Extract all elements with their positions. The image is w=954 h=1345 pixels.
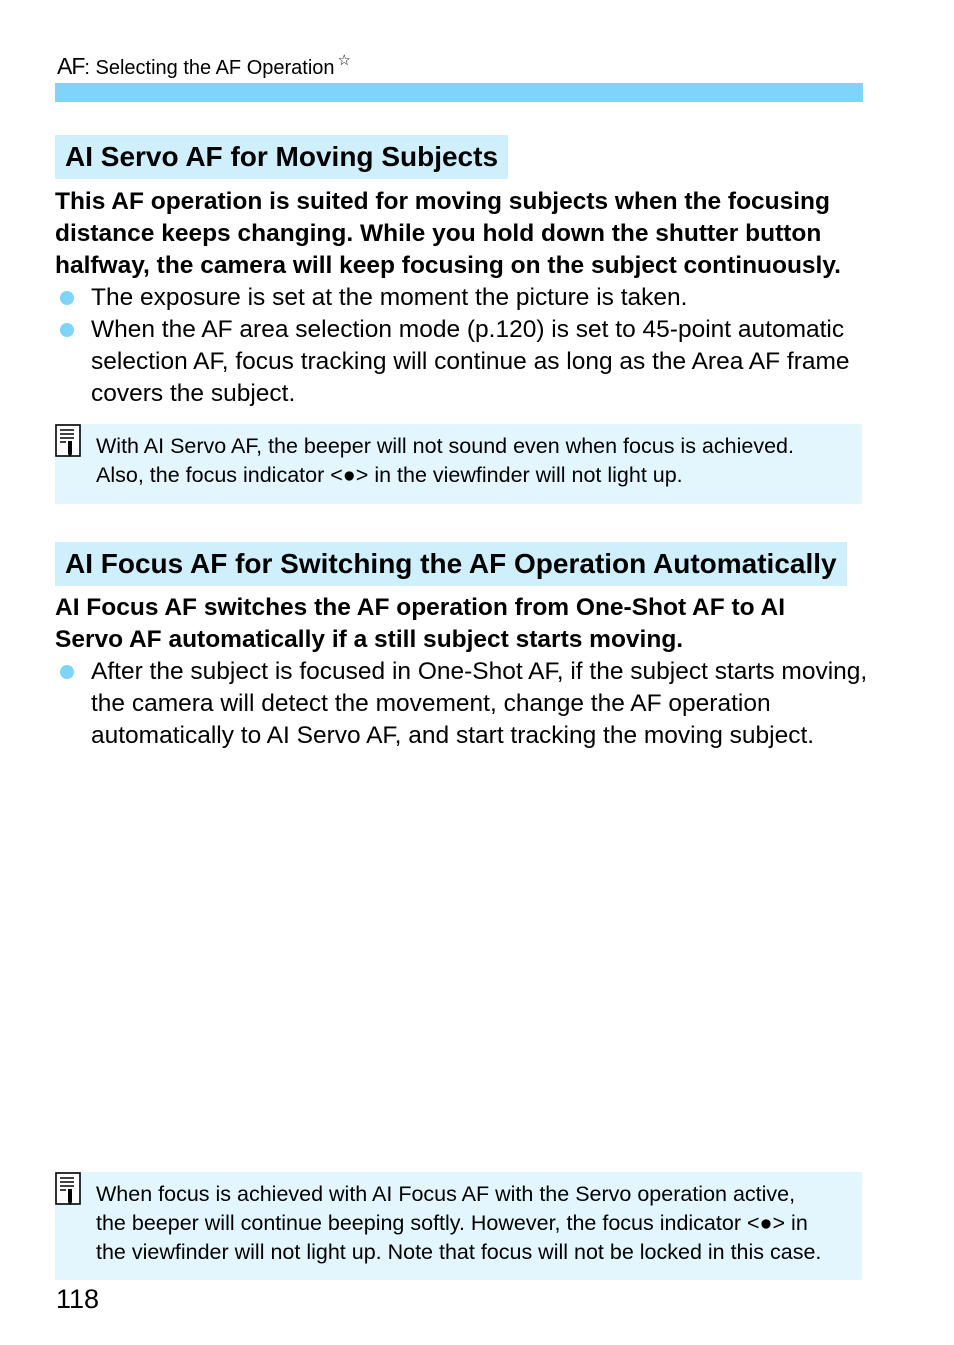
note-text	[96, 1180, 852, 1267]
list-item	[55, 314, 875, 410]
header-title: : Selecting the AF Operation	[84, 57, 335, 79]
note-box-ai-servo	[55, 424, 862, 504]
note-line: With AI Servo AF, the beeper will not sound even when focus is achieved.	[96, 434, 794, 458]
page-header	[57, 46, 351, 83]
section-heading-ai-focus: AI Focus AF for Switching the AF Operation Automatically	[55, 542, 847, 586]
note-line: the viewfinder will not light up. Note that focus will not be locked in this case.	[96, 1240, 822, 1264]
list-item	[55, 282, 875, 314]
note-line: the beeper will continue beeping softly. However, the focus indicator <	[96, 1211, 760, 1235]
list-item-text: The exposure is set at the moment the picture is taken.	[91, 284, 688, 311]
note-line: > in the viewfinder will not light up.	[355, 463, 683, 487]
focus-indicator-icon: ●	[759, 1211, 773, 1235]
list-item	[55, 656, 885, 752]
bullet-dot-icon	[60, 323, 74, 337]
note-line: > in	[772, 1211, 808, 1235]
note-text	[96, 432, 852, 490]
list-item-text: After the subject is focused in One-Shot AF, if the subject starts moving, the camera will detect the movement, change the AF operation automatically to AI Servo AF, and start tracking the moving subject.	[91, 658, 868, 749]
list-item-text: When the AF area selection mode (p.120) is set to 45-point automatic selection AF, focus tracking will continue as long as the Area AF frame covers the subject.	[91, 316, 850, 407]
memo-note-icon	[55, 1172, 81, 1206]
focus-indicator-icon: ●	[342, 463, 356, 487]
advanced-star-icon: ☆	[337, 52, 351, 69]
note-line: Also, the focus indicator <	[96, 463, 343, 487]
bullet-dot-icon	[60, 665, 74, 679]
note-line: When focus is achieved with AI Focus AF with the Servo operation active,	[96, 1182, 796, 1206]
memo-note-icon	[55, 424, 81, 458]
section-lead-ai-servo: This AF operation is suited for moving subjects when the focusing distance keeps changing. While you hold down the shutter button halfway, the camera will keep focusing on the subject continuously.	[55, 188, 841, 279]
page-number: 118	[56, 1284, 100, 1314]
note-box-ai-focus	[55, 1172, 862, 1280]
section-lead-ai-focus: AI Focus AF switches the AF operation from One-Shot AF to AI Servo AF automatically if a still subject starts moving.	[55, 594, 786, 653]
header-accent-bar	[55, 83, 863, 102]
section-heading-ai-servo: AI Servo AF for Moving Subjects	[55, 135, 508, 179]
af-mode-icon: AF	[57, 53, 85, 79]
bullet-list-ai-focus	[55, 656, 885, 752]
bullet-list-ai-servo	[55, 282, 875, 410]
bullet-dot-icon	[60, 291, 74, 305]
